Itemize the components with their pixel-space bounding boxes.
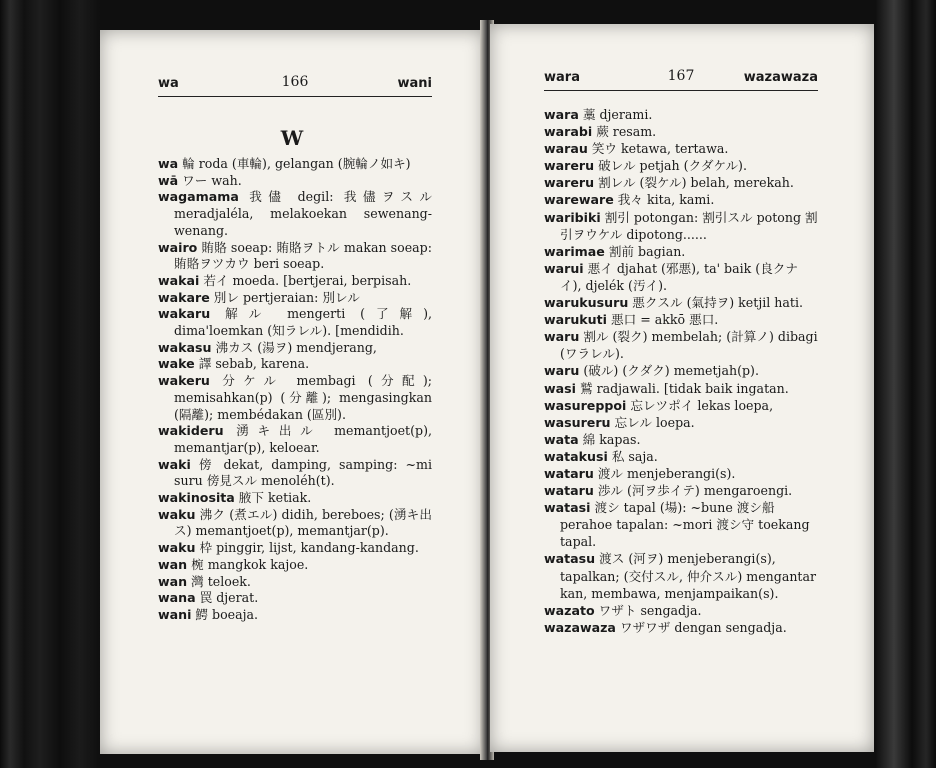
entry-kanji: 割前 [604, 243, 639, 259]
entry-definition: djerat. [216, 590, 259, 606]
entry-kanji: 渡シ [590, 500, 624, 516]
left-page [100, 30, 484, 754]
entry-kanji: 解ル [210, 306, 288, 322]
section-letter: W [280, 126, 304, 150]
entry-kanji: 椀 [187, 556, 208, 572]
entry-headword: wairo [158, 239, 198, 255]
dictionary-entry [158, 590, 432, 607]
entry-definition: kapas. [599, 431, 641, 447]
entry-kanji: 割引 [600, 209, 634, 225]
entry-headword: wara [544, 107, 579, 122]
entry-headword: warukusuru [544, 295, 629, 311]
dictionary-entry [158, 507, 432, 540]
dictionary-entry [158, 306, 432, 339]
dictionary-entry [544, 209, 818, 243]
entry-headword: watakusi [544, 448, 608, 464]
left-page-number: 166 [281, 74, 309, 90]
dictionary-entry [158, 423, 432, 456]
dictionary-entry [544, 174, 818, 191]
dictionary-entry [158, 290, 432, 307]
entry-definition: mangkok kajoe. [207, 556, 309, 572]
entry-headword: wataru [544, 483, 594, 499]
left-running-header [158, 74, 432, 97]
dictionary-entry [544, 499, 818, 550]
entry-kanji: 忘レル [610, 414, 657, 430]
right-running-header [544, 68, 818, 91]
entry-kanji: 破レル [594, 158, 640, 174]
entry-kanji: 鰐 [191, 606, 213, 622]
left-guide-word-end: wani [397, 76, 432, 91]
dictionary-entry [544, 602, 818, 619]
right-guide-word-start: wara [544, 70, 580, 85]
left-entry-list [158, 156, 432, 624]
entry-definition: radjawali. [tidak baik ingatan. [596, 380, 789, 396]
right-guide-word-end: wazawaza [743, 70, 818, 85]
entry-headword: waribiki [544, 209, 601, 225]
entry-definition: kita, kami. [646, 192, 715, 208]
entry-headword: waki [158, 456, 191, 472]
dictionary-entry [544, 157, 818, 174]
entry-headword: warimae [544, 243, 605, 259]
entry-headword: wana [158, 590, 196, 606]
entry-definition: resam. [612, 124, 657, 140]
entry-kanji: 我儘 [238, 189, 298, 205]
dictionary-entry [544, 260, 818, 294]
entry-definition: (裂ク) membelah; (計算ノ) dibagi (ワラレル). [560, 329, 818, 362]
entry-definition: (裂ケル) belah, merekah. [639, 175, 794, 191]
dictionary-entry [544, 550, 818, 601]
entry-headword: wazato [544, 602, 595, 618]
entry-kanji: 綿 [578, 431, 600, 447]
dictionary-entry [544, 294, 818, 311]
entry-definition: pinggir, lijst, kandang-kandang. [216, 540, 419, 556]
entry-headword: wazawaza [544, 619, 616, 635]
entry-definition: teloek. [207, 573, 251, 589]
right-page [490, 24, 874, 752]
entry-headword: wakasu [158, 339, 212, 355]
entry-definition: membagi (分配); memisahkan(p) (分離); mengasingkan (隔離); membédakan (區別). [174, 373, 432, 422]
entry-headword: wakinosita [158, 490, 235, 506]
entry-definition: = akkō 悪口. [640, 312, 719, 328]
entry-kanji: 譯 [194, 356, 216, 372]
entry-kanji: 藁 [578, 107, 600, 122]
entry-headword: wakaru [158, 306, 211, 322]
entry-kanji: 悪イ [583, 260, 617, 276]
dictionary-entry [158, 189, 432, 239]
entry-headword: wā [158, 172, 179, 188]
entry-headword: wagamama [158, 189, 239, 205]
entry-kanji: 笑ウ [587, 141, 622, 157]
entry-kanji: 傍 [190, 456, 224, 472]
dictionary-entry [544, 465, 818, 482]
entry-headword: wakideru [158, 423, 224, 439]
dictionary-entry [544, 362, 818, 379]
entry-kanji: 渡ス [595, 551, 629, 567]
dictionary-entry [544, 191, 818, 208]
dictionary-entry [158, 607, 432, 624]
entry-definition: mengerti (了解), dima'loemkan (知ラレル). [mendidih. [174, 306, 432, 339]
entry-kanji: 忘レツポイ [626, 397, 698, 413]
entry-definition: boeaja. [212, 606, 259, 622]
entry-headword: wasi [544, 380, 576, 396]
entry-definition: menjeberangi(s). [627, 465, 736, 481]
dictionary-entry [544, 328, 818, 362]
entry-headword: wan [158, 556, 188, 572]
entry-kanji: 灣 [187, 573, 208, 589]
entry-kanji: 渡ル [593, 465, 628, 481]
entry-headword: wakare [158, 289, 210, 305]
entry-definition: soeap: 賄賂ヲトル makan soeap: 賄賂ヲツカウ beri soeap. [174, 239, 432, 272]
entry-headword: watasi [544, 500, 591, 516]
dictionary-entry [544, 311, 818, 328]
entry-headword: wasureru [544, 414, 611, 430]
entry-definition: lekas loepa, [697, 397, 774, 413]
entry-definition: sebab, karena. [215, 356, 310, 372]
entry-definition: loepa. [656, 414, 695, 430]
right-page-number: 167 [667, 68, 695, 84]
dictionary-entry [544, 106, 818, 123]
entry-headword: wasureppoi [544, 397, 627, 413]
entry-definition: petjah (クダケル). [639, 158, 747, 174]
entry-kanji: 枠 [195, 540, 217, 556]
entry-headword: watasu [544, 551, 596, 567]
entry-headword: waku [158, 540, 196, 556]
entry-headword: waku [158, 506, 196, 522]
entry-headword: wake [158, 356, 195, 372]
entry-definition: (氣持ヲ) ketjil hati. [686, 295, 803, 311]
entry-kanji: 輪 [178, 156, 199, 171]
dictionary-entry [158, 356, 432, 373]
entry-headword: wareware [544, 192, 614, 208]
entry-kanji: 腋下 [234, 490, 268, 506]
entry-kanji: 私 [607, 448, 629, 464]
entry-kanji: 割ル [579, 329, 613, 345]
dictionary-entry [544, 380, 818, 397]
entry-definition: (河ヲ) menjeberangi(s), tapalkan; (交付スル, 仲介スル) mengantar kan, membawa, menjampaikan(s). [560, 551, 817, 601]
dictionary-entry [544, 619, 818, 636]
entry-definition: bagian. [638, 243, 686, 259]
entry-kanji: 蕨 [592, 124, 613, 140]
entry-definition: dengan sengadja. [674, 619, 787, 635]
dictionary-entry [544, 397, 818, 414]
entry-kanji: 別レ [209, 289, 243, 305]
entry-headword: wareru [544, 175, 595, 191]
entry-headword: waru [544, 363, 580, 379]
entry-definition: (湯ヲ) mendjerang, [257, 339, 377, 355]
entry-kanji: 悪口 [607, 312, 641, 328]
entry-kanji: 若イ [199, 272, 233, 288]
dictionary-entry [544, 482, 818, 499]
entry-definition: degil: 我儘ヲスル meradjaléla, melakoekan sewenang-wenang. [174, 189, 432, 238]
entry-definition: ketawa, tertawa. [621, 141, 729, 157]
entry-headword: warukuti [544, 312, 607, 328]
entry-headword: warui [544, 260, 584, 276]
dictionary-entry [158, 373, 432, 423]
dictionary-entry [544, 243, 818, 260]
dictionary-entry [158, 156, 432, 173]
entry-headword: waru [544, 329, 580, 345]
entry-definition: sengadja. [640, 602, 702, 618]
entry-definition: pertjeraian: 別レル [242, 289, 360, 305]
entry-definition: (煮エル) didih, bereboes; (湧キ出ス) memantjoet(p), memantjar(p). [174, 506, 432, 539]
entry-kanji: 沸カス [211, 339, 258, 355]
dictionary-entry [544, 431, 818, 448]
right-entry-list [544, 106, 818, 636]
page-edges [876, 0, 936, 768]
entry-definition: djahat (邪悪), ta' baik (良クナイ), djelék (汚イ). [560, 260, 798, 293]
entry-definition: dekat, damping, samping: ~mi suru 傍見スル menoléh(t). [174, 456, 432, 489]
entry-definition: wah. [211, 172, 242, 188]
entry-kanji: 湧キ出ル [223, 423, 335, 439]
entry-definition: saja. [628, 448, 658, 464]
entry-kanji: 罠 [195, 590, 217, 606]
entry-headword: wakai [158, 272, 200, 288]
entry-headword: wani [158, 606, 192, 622]
entry-headword: wataru [544, 465, 594, 481]
entry-kanji: 悪クスル [628, 295, 687, 311]
entry-definition: roda (車輪), gelangan (腕輪ノ如キ) [198, 156, 411, 171]
dictionary-entry [158, 273, 432, 290]
entry-headword: warabi [544, 124, 593, 140]
entry-definition: (河ヲ歩イテ) mengaroengi. [627, 483, 793, 499]
entry-kanji: 割レル [594, 175, 640, 191]
dictionary-entry [158, 240, 432, 273]
dictionary-entry [158, 457, 432, 490]
entry-definition: potongan: 割引スル potong 割引ヲウケル dipotong...... [560, 209, 818, 242]
entry-kanji: ワザト [594, 602, 641, 618]
entry-kanji: 沸ク [195, 506, 230, 522]
entry-headword: wata [544, 431, 579, 447]
entry-headword: wareru [544, 158, 595, 174]
entry-kanji: 渉ル [593, 483, 628, 499]
entry-definition: djerami. [599, 107, 653, 122]
dictionary-entry [544, 140, 818, 157]
left-guide-word-start: wa [158, 76, 179, 91]
entry-kanji: ワー [178, 172, 212, 188]
entry-definition: tapal (場): ~bune 渡シ船 perahoe tapalan: ~mori 渡シ守 toekang tapal. [560, 500, 810, 550]
dictionary-entry [158, 173, 432, 190]
entry-kanji: 賄賂 [197, 239, 231, 255]
dictionary-entry [158, 557, 432, 574]
dictionary-entry [544, 123, 818, 140]
dictionary-entry [158, 540, 432, 557]
entry-definition: moeda. [bertjerai, berpisah. [232, 272, 412, 288]
entry-headword: wakeru [158, 373, 210, 389]
entry-headword: wa [158, 156, 179, 171]
dictionary-entry [544, 414, 818, 431]
dictionary-entry [544, 448, 818, 465]
entry-kanji: ワザワザ [615, 619, 675, 635]
entry-definition: memantjoet(p), memantjar(p), keloear. [174, 423, 432, 455]
entry-kanji: 分ケル [209, 373, 297, 389]
dictionary-entry [158, 574, 432, 591]
entry-headword: warau [544, 141, 588, 157]
entry-definition: ketiak. [267, 490, 312, 506]
entry-definition: (破ル) (クダク) memetjah(p). [583, 363, 759, 379]
dictionary-entry [158, 340, 432, 357]
entry-kanji: 我々 [613, 192, 647, 208]
entry-kanji: 鷲 [575, 380, 597, 396]
entry-headword: wan [158, 573, 188, 589]
dictionary-entry [158, 490, 432, 507]
